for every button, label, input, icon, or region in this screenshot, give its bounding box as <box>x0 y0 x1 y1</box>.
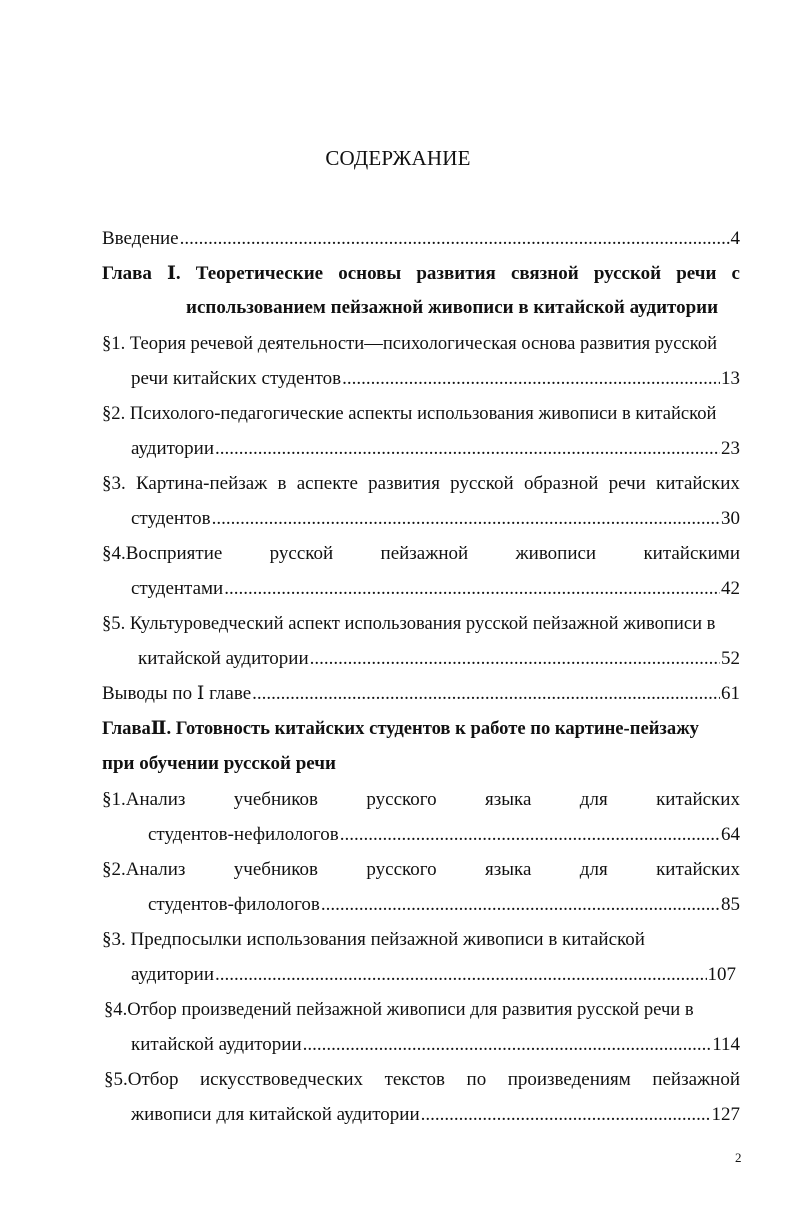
heading-word: развития <box>416 263 496 284</box>
entry-page: 64 <box>721 824 740 845</box>
heading-word: русской <box>593 263 662 284</box>
heading-word: Ⅰ. <box>167 263 181 284</box>
dot-leader <box>421 1103 711 1127</box>
heading-word: с <box>731 263 740 284</box>
entry-page: 52 <box>721 648 740 669</box>
page-title: СОДЕРЖАНИЕ <box>325 146 471 170</box>
heading-word: связной <box>510 263 579 284</box>
entry-page: 30 <box>721 508 740 529</box>
heading-word: основы <box>338 263 402 284</box>
entry-page: 127 <box>711 1104 740 1125</box>
chapter1-heading-line1[interactable] <box>102 262 740 286</box>
ch2-s4-line1[interactable]: §4.Отбор произведений пейзажной живописи для развития русской речи в <box>104 999 694 1020</box>
ch2-s2-line1[interactable] <box>102 858 740 882</box>
word: живописи <box>515 543 597 564</box>
word: русского <box>366 859 437 880</box>
entry-page: 23 <box>721 438 740 459</box>
dot-leader <box>310 647 720 671</box>
chapter2-heading-line2: при обучении русской речи <box>102 753 336 774</box>
toc-entry-ch2-s1[interactable] <box>148 823 740 847</box>
entry-label: аудитории <box>131 438 214 459</box>
entry-page: 61 <box>721 683 740 704</box>
entry-label: речи китайских студентов <box>131 368 342 389</box>
heading-word: Теоретические <box>195 263 324 284</box>
ch2-s1-line1[interactable] <box>102 788 740 812</box>
word: по <box>466 1069 487 1090</box>
toc-entry-intro[interactable] <box>102 227 740 251</box>
word: развития <box>368 473 440 494</box>
toc-entry-conclusions1[interactable] <box>102 682 740 706</box>
word: аспекте <box>296 473 358 494</box>
entry-page: 114 <box>712 1034 740 1055</box>
dot-leader <box>340 823 720 847</box>
word: языка <box>485 859 532 880</box>
entry-page: 107 <box>707 964 736 985</box>
word: для <box>579 859 608 880</box>
entry-page: 4 <box>730 228 740 249</box>
entry-label: Выводы по Ⅰ главе <box>102 683 252 704</box>
entry-label: живописи для китайской аудитории <box>131 1104 420 1125</box>
word: §1.Анализ <box>102 789 186 810</box>
toc-entry-ch2-s5[interactable] <box>131 1103 740 1127</box>
entry-page: 42 <box>721 578 740 599</box>
ch1-s4-line1[interactable] <box>102 542 740 566</box>
word: для <box>579 789 608 810</box>
toc-entry-ch1-s1[interactable] <box>131 367 740 391</box>
entry-label: студентов-филологов <box>148 894 320 915</box>
word: §5.Отбор <box>104 1069 179 1090</box>
word: Картина-пейзаж <box>135 473 268 494</box>
word: русской <box>450 473 514 494</box>
dot-leader <box>224 577 720 601</box>
toc-entry-ch1-s4[interactable] <box>131 577 740 601</box>
toc-entry-ch2-s4[interactable] <box>131 1033 740 1057</box>
word: русской <box>269 543 334 564</box>
dot-leader <box>303 1033 712 1057</box>
word: образной <box>523 473 599 494</box>
word: китайских <box>656 473 740 494</box>
word: пейзажной <box>652 1069 740 1090</box>
word: пейзажной <box>380 543 469 564</box>
entry-label: Введение <box>102 228 179 249</box>
word: китайских <box>656 789 740 810</box>
toc-entry-ch1-s5[interactable] <box>138 647 740 671</box>
word: искусствоведческих <box>199 1069 364 1090</box>
entry-label: китайской аудитории <box>138 648 309 669</box>
toc-entry-ch2-s3[interactable] <box>131 963 736 987</box>
ch1-s3-line1[interactable] <box>102 472 740 496</box>
ch1-s2-line1[interactable]: §2. Психолого-педагогические аспекты использования живописи в китайской <box>102 403 717 424</box>
heading-word: речи <box>676 263 717 284</box>
ch2-s3-line1[interactable]: §3. Предпосылки использования пейзажной живописи в китайской <box>102 929 645 950</box>
word: китайских <box>656 859 740 880</box>
dot-leader <box>215 437 720 461</box>
toc-entry-ch1-s3[interactable] <box>131 507 740 531</box>
word: §3. <box>102 473 126 494</box>
chapter1-heading-line2: использованием пейзажной живописи в китайской аудитории <box>186 297 719 318</box>
ch1-s5-line1[interactable]: §5. Культуроведческий аспект использования русской пейзажной живописи в <box>102 613 716 634</box>
word: китайскими <box>643 543 740 564</box>
word: учебников <box>233 859 319 880</box>
entry-page: 85 <box>721 894 740 915</box>
ch1-s1-line1[interactable]: §1. Теория речевой деятельности—психологическая основа развития русской <box>102 333 718 354</box>
chapter2-heading-line1: ГлаваⅡ. Готовность китайских студентов к работе по картине-пейзажу <box>102 718 699 739</box>
word: русского <box>366 789 437 810</box>
word: произведениям <box>507 1069 631 1090</box>
entry-label: китайской аудитории <box>131 1034 302 1055</box>
word: в <box>277 473 287 494</box>
entry-label: студентов <box>131 508 211 529</box>
toc-entry-ch2-s2[interactable] <box>148 893 740 917</box>
ch2-s5-line1[interactable] <box>104 1068 740 1092</box>
word: языка <box>485 789 532 810</box>
word: речи <box>608 473 646 494</box>
page-number: 2 <box>735 1150 742 1165</box>
dot-leader <box>212 507 720 531</box>
dot-leader <box>252 682 720 706</box>
entry-label: аудитории <box>131 964 214 985</box>
toc-entry-ch1-s2[interactable] <box>131 437 740 461</box>
dot-leader <box>321 893 720 917</box>
heading-word: Глава <box>102 263 152 284</box>
entry-page: 13 <box>721 368 740 389</box>
entry-label: студентами <box>131 578 224 599</box>
dot-leader <box>215 963 707 987</box>
entry-label: студентов-нефилологов <box>148 824 339 845</box>
word: учебников <box>233 789 319 810</box>
word: текстов <box>384 1069 446 1090</box>
word: §2.Анализ <box>102 859 186 880</box>
dot-leader <box>342 367 720 391</box>
dot-leader <box>180 227 730 251</box>
word: §4.Восприятие <box>102 543 223 564</box>
